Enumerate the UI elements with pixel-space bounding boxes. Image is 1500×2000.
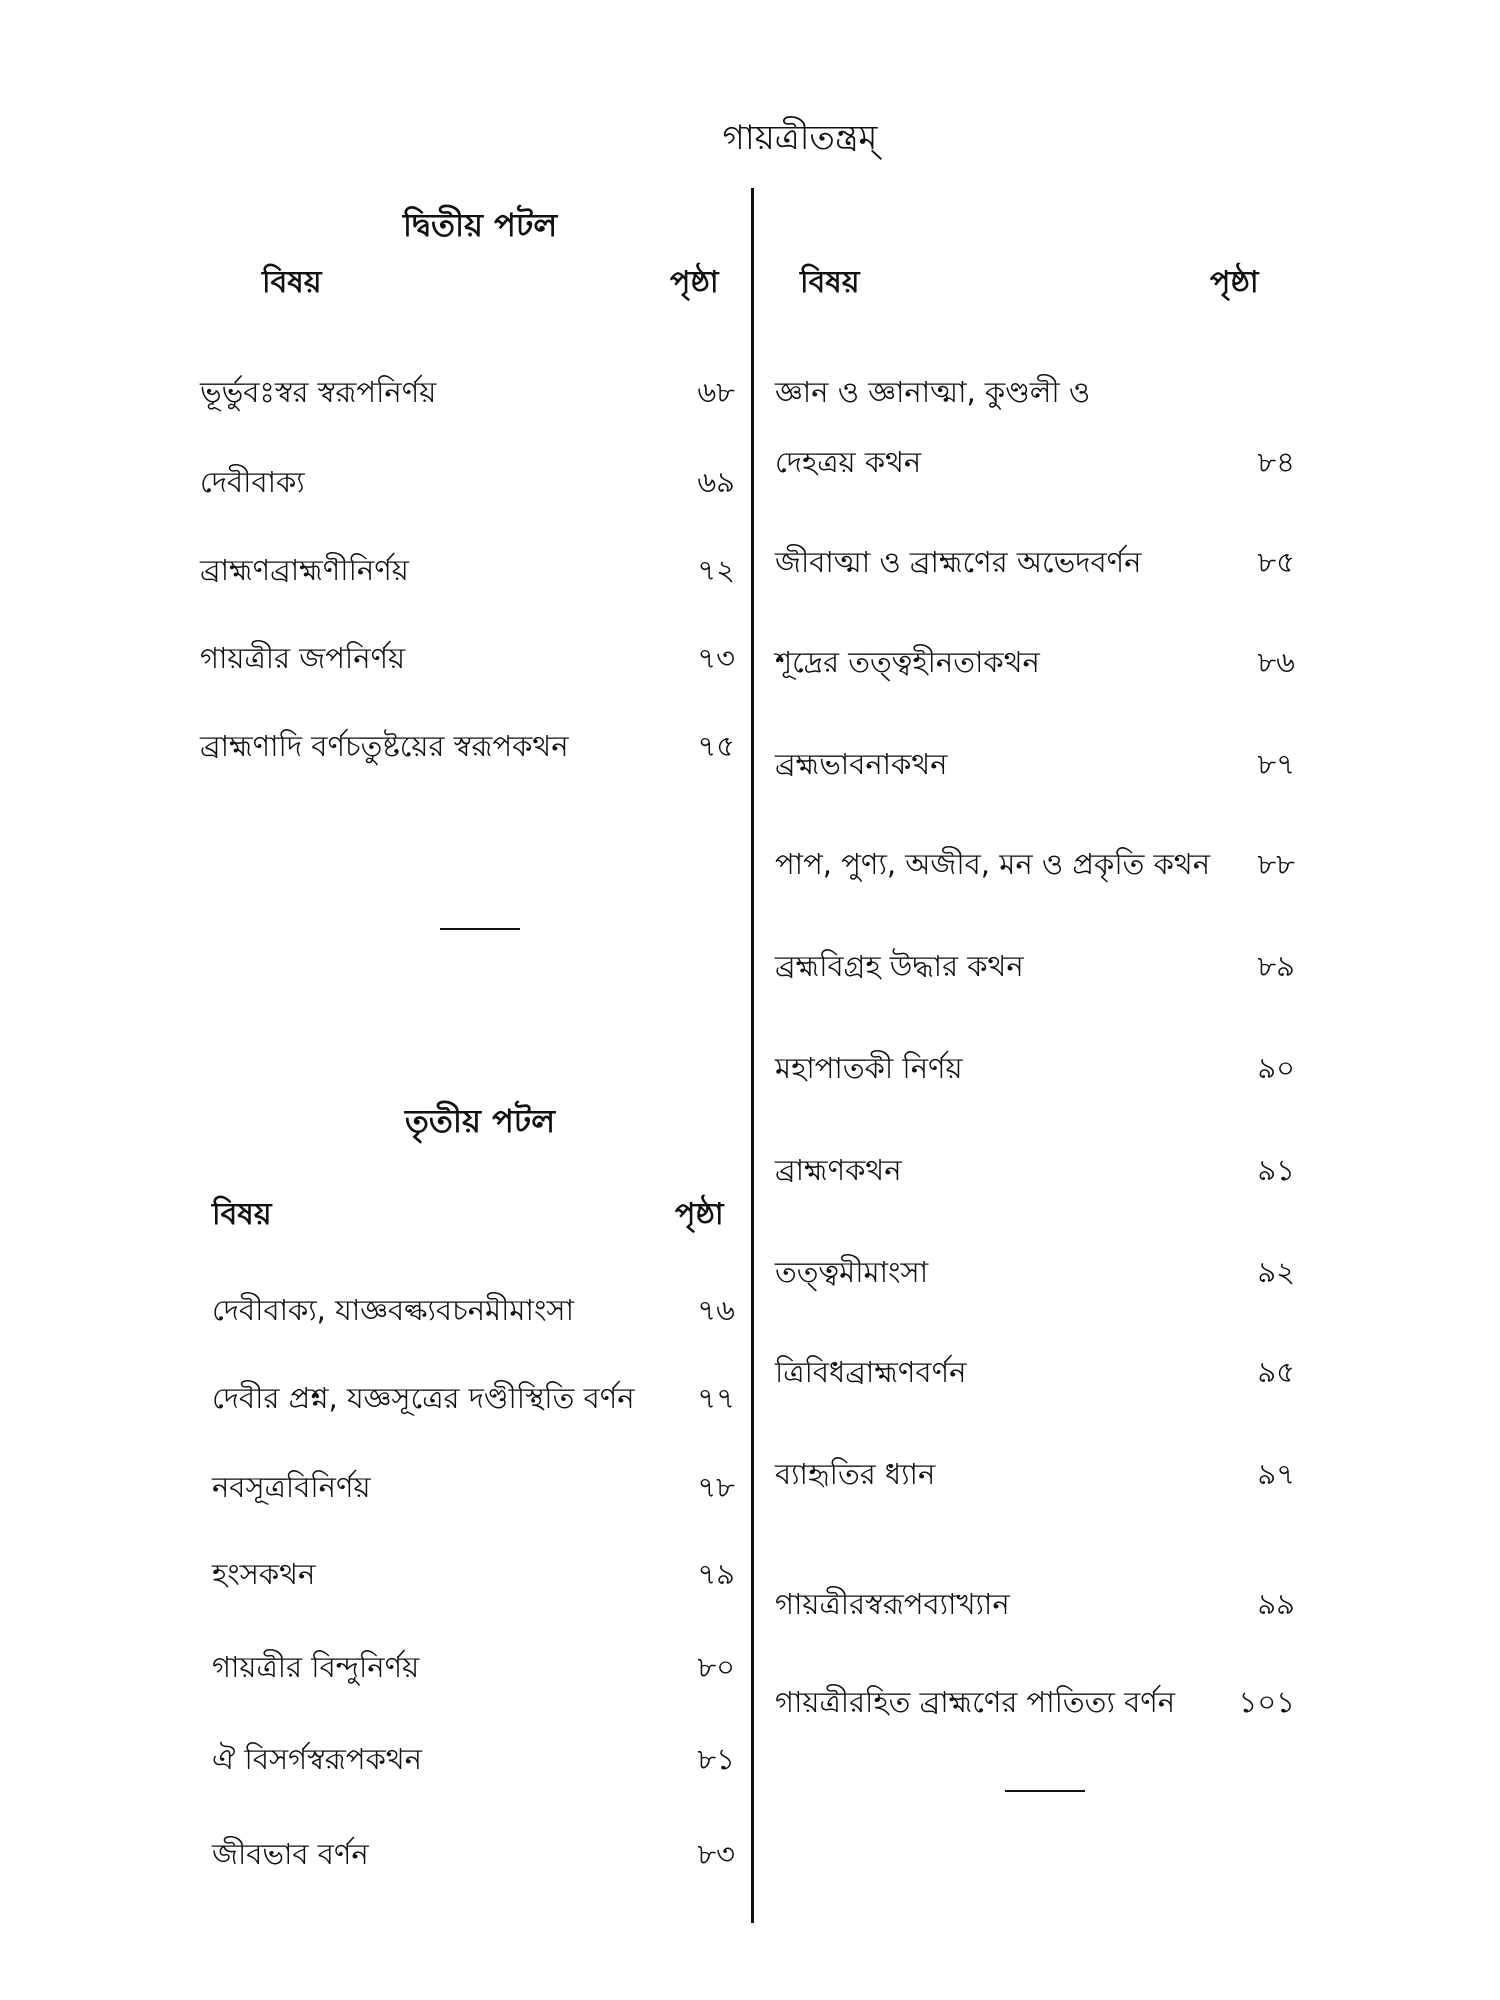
toc-page-number: ৭৮: [697, 1470, 735, 1504]
toc-entry: [200, 548, 735, 597]
toc-page-number: ৮০: [697, 1650, 735, 1684]
section-end-rule: [440, 928, 520, 930]
section-3-subject-label: বিষয়: [212, 1197, 272, 1232]
toc-page-number: ৮৩: [697, 1837, 735, 1871]
toc-entry: [775, 1046, 1295, 1095]
toc-entry: [212, 1376, 735, 1425]
toc-entry: [775, 944, 1295, 993]
toc-page-number: ৯৯: [1257, 1587, 1295, 1621]
toc-page-number: ৭২: [697, 553, 735, 587]
toc-topic: ব্যাহৃতির ধ্যান: [775, 1457, 936, 1491]
toc-entry: [212, 1737, 735, 1786]
toc-page-number: ৮৫: [1257, 545, 1295, 579]
toc-page-number: ৮৭: [1257, 747, 1295, 781]
toc-page-number: ৯০: [1257, 1051, 1295, 1085]
toc-entry: [775, 1148, 1295, 1197]
toc-topic: জীবাত্মা ও ব্রাহ্মণের অভেদবর্ণন: [775, 545, 1142, 579]
toc-topic: জ্ঞান ও জ্ঞানাত্মা, কুণ্ডলী ও: [775, 375, 1091, 409]
toc-topic: ব্রাহ্মণাদি বর্ণচতুষ্টয়ের স্বরূপকথন: [200, 729, 569, 763]
toc-page-number: ৭৩: [697, 641, 735, 675]
toc-page-number: ৯২: [1257, 1255, 1295, 1289]
toc-page-number: ৮৬: [1257, 645, 1295, 679]
section-3-page-label: পৃষ্ঠা: [675, 1197, 724, 1232]
toc-page-number: ৮৯: [1257, 949, 1295, 983]
toc-topic: শূদ্রের তত্ত্বহীনতাকথন: [775, 645, 1040, 679]
toc-page-number: ৭৬: [697, 1293, 735, 1327]
toc-entry: [775, 1250, 1295, 1299]
right-page-label: পৃষ্ঠা: [1210, 265, 1259, 300]
section-3-heading: তৃতীয় পটল: [404, 1102, 556, 1140]
toc-topic: গায়ত্রীর জপনির্ণয়: [200, 641, 406, 675]
toc-topic: গায়ত্রীর বিন্দুনির্ণয়: [212, 1650, 420, 1684]
toc-entry: [212, 1832, 735, 1881]
toc-entry: [775, 742, 1295, 791]
section-2-subject-label: বিষয়: [262, 265, 322, 300]
toc-page-number: ৯৫: [1257, 1355, 1295, 1389]
toc-topic: ব্রাহ্মণব্রাহ্মণীনির্ণয়: [200, 553, 409, 587]
toc-entry: [775, 1350, 1295, 1399]
toc-topic: দেবীবাক্য, যাজ্ঞবল্ক্যবচনমীমাংসা: [212, 1293, 574, 1327]
toc-topic: ভূর্ভুবঃস্বর স্বরূপনির্ণয়: [200, 375, 437, 409]
toc-topic: মহাপাতকী নির্ণয়: [775, 1051, 963, 1085]
toc-entry-first-line: [775, 370, 1295, 419]
toc-entry: [212, 1645, 735, 1694]
toc-topic: দেহত্রয় কথন: [775, 445, 922, 479]
toc-page-number: ১০১: [1238, 1685, 1295, 1719]
toc-topic: ঐ বিসর্গস্বরূপকথন: [212, 1742, 422, 1776]
toc-entry: [775, 1680, 1295, 1729]
toc-page-number: ৭৭: [697, 1381, 735, 1415]
right-subject-label: বিষয়: [800, 265, 860, 300]
toc-entry: [200, 724, 735, 773]
toc-entry: [200, 460, 735, 509]
toc-topic: ব্রহ্মভাবনাকথন: [775, 747, 948, 781]
toc-topic: হংসকথন: [212, 1557, 316, 1591]
toc-page-number: ৮৮: [1257, 847, 1295, 881]
toc-entry: [775, 842, 1295, 891]
toc-page-number: ৯১: [1257, 1153, 1295, 1187]
toc-topic: তত্ত্বমীমাংসা: [775, 1255, 929, 1289]
section-2-page-label: পৃষ্ঠা: [670, 265, 719, 300]
toc-entry: [775, 440, 1295, 489]
toc-page-number: ৬৯: [697, 465, 735, 499]
toc-topic: জীবভাব বর্ণন: [212, 1837, 369, 1871]
toc-entry: [775, 1582, 1295, 1631]
toc-topic: ব্রহ্মবিগ্রহ উদ্ধার কথন: [775, 949, 1024, 983]
toc-entry: [775, 540, 1295, 589]
toc-entry: [775, 640, 1295, 689]
section-2-heading: দ্বিতীয় পটল: [402, 206, 558, 244]
toc-topic: গায়ত্রীরস্বরূপব্যাখ্যান: [775, 1587, 1010, 1621]
toc-page-number: ৮৪: [1257, 445, 1295, 479]
toc-topic: পাপ, পুণ্য, অজীব, মন ও প্রকৃতি কথন: [775, 847, 1211, 881]
toc-page-number: ৬৮: [697, 375, 735, 409]
book-title: গায়ত্রীতন্ত্রম্: [722, 118, 878, 158]
toc-page-number: ৭৫: [697, 729, 735, 763]
toc-page-number: ৯৭: [1257, 1457, 1295, 1491]
toc-entry: [200, 636, 735, 685]
toc-topic: দেবীর প্রশ্ন, যজ্ঞসূত্রের দণ্ডীস্থিতি বর্ণন: [212, 1381, 635, 1415]
toc-entry: [212, 1552, 735, 1601]
toc-entry: [212, 1465, 735, 1514]
toc-entry: [212, 1288, 735, 1337]
toc-page-number: ৭৯: [697, 1557, 735, 1591]
toc-topic: ব্রাহ্মণকথন: [775, 1153, 902, 1187]
toc-topic: ত্রিবিধব্রাহ্মণবর্ণন: [775, 1355, 967, 1389]
section-end-rule: [1005, 1790, 1085, 1792]
column-divider: [751, 188, 754, 1923]
toc-entry: [200, 370, 735, 419]
toc-entry: [775, 1452, 1295, 1501]
toc-topic: গায়ত্রীরহিত ব্রাহ্মণের পাতিত্য বর্ণন: [775, 1685, 1176, 1719]
toc-page-number: ৮১: [697, 1742, 735, 1776]
toc-topic: দেবীবাক্য: [200, 465, 305, 499]
toc-topic: নবসূত্রবিনির্ণয়: [212, 1470, 371, 1504]
